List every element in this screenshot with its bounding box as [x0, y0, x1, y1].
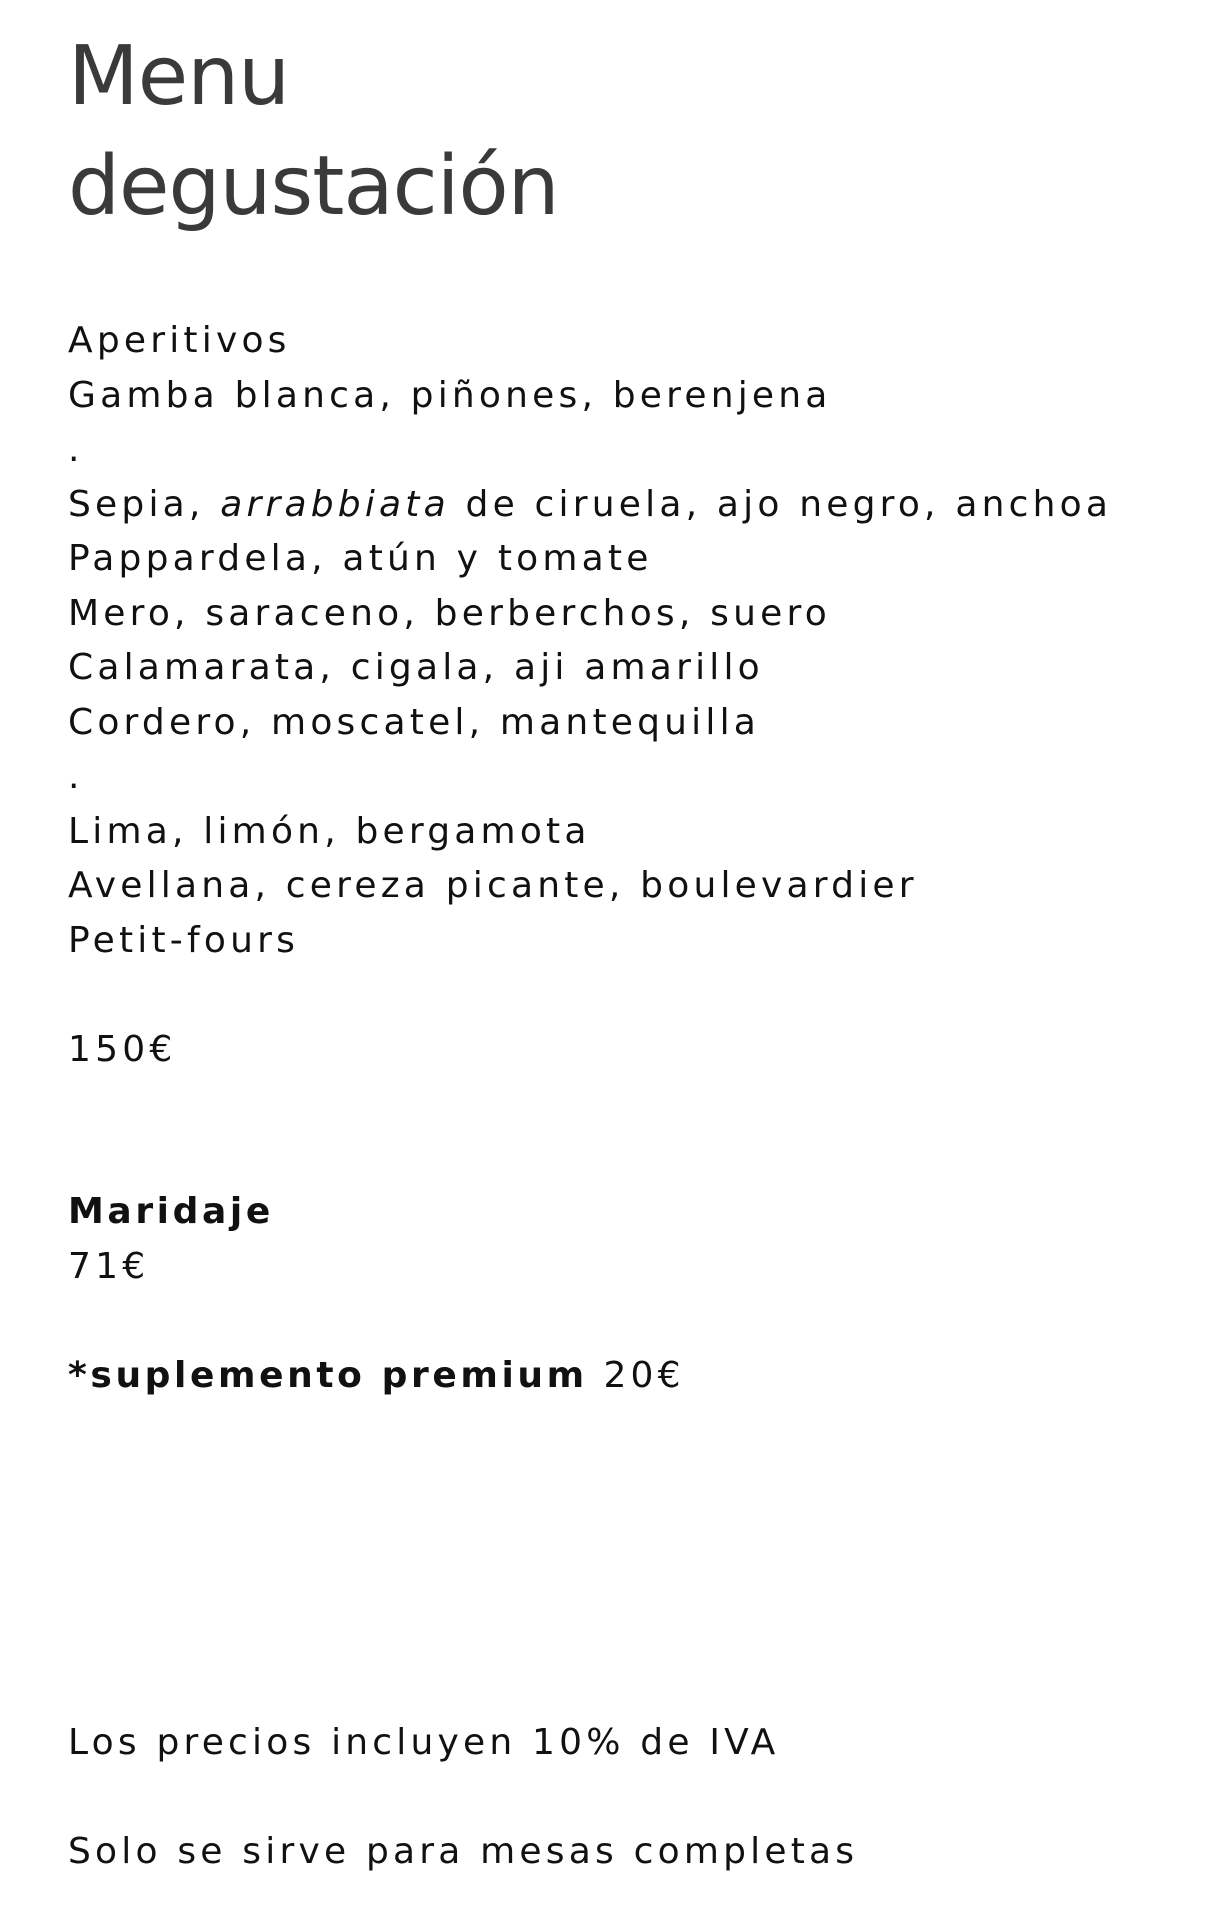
full-tables-note: Solo se sirve para mesas completas	[68, 1831, 859, 1872]
premium-supplement-label: *suplemento premium	[68, 1354, 588, 1396]
separator-dot: .	[68, 429, 84, 470]
title-line-1: Menu	[68, 29, 290, 124]
premium-supplement-price: 20€	[603, 1354, 685, 1396]
premium-supplement	[68, 1349, 1168, 1404]
dish-item: Mero, saraceno, berberchos, suero	[68, 592, 831, 634]
spacer	[68, 968, 1168, 1023]
dish-item: Pappardela, atún y tomate	[68, 538, 653, 579]
wine-pairing-block	[68, 1185, 1168, 1403]
footer-notes	[68, 1716, 858, 1880]
wine-pairing-label: Maridaje	[68, 1191, 274, 1232]
wine-pairing-price: 71€	[68, 1245, 150, 1287]
dish-item: Lima, limón, bergamota	[68, 810, 591, 852]
dish-text: de ciruela, ajo negro, anchoa	[449, 483, 1113, 525]
dish-item: Gamba blanca, piñones, berenjena	[68, 374, 832, 416]
dish-item: Petit-fours	[68, 919, 300, 961]
dish-item: Avellana, cereza picante, boulevardier	[68, 865, 918, 906]
dish-text-italic: arrabbiata	[220, 483, 450, 525]
spacer	[68, 1294, 1168, 1349]
spacer	[68, 1771, 858, 1826]
dish-item-sepia	[68, 478, 1168, 533]
page-title	[68, 22, 1168, 242]
iva-note: Los precios incluyen 10% de IVA	[68, 1722, 780, 1763]
tasting-menu-list	[68, 314, 1168, 1077]
dish-item: Cordero, moscatel, mantequilla	[68, 701, 761, 743]
separator-dot: .	[68, 756, 84, 797]
dish-text: Sepia,	[68, 483, 221, 525]
menu-price: 150€	[68, 1028, 177, 1070]
dish-item: Calamarata, cigala, aji amarillo	[68, 647, 764, 688]
title-line-2: degustación	[68, 139, 559, 234]
section-heading-aperitivos: Aperitivos	[68, 320, 291, 361]
menu-page	[68, 0, 1168, 1403]
